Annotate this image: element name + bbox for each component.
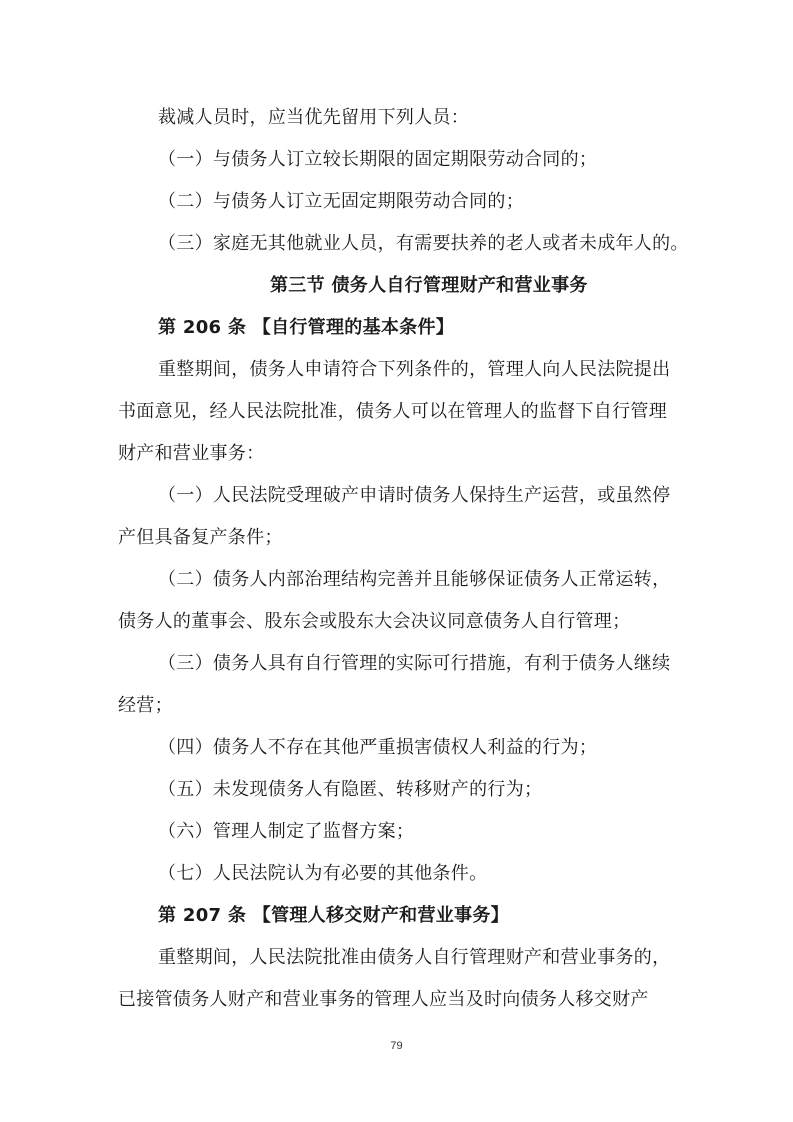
condition-5: （五）未发现债务人有隐匿、转移财产的行为； xyxy=(158,779,543,800)
condition-2-line-1: （二）债务人内部治理结构完善并且能够保证债务人正常运转， xyxy=(158,569,671,590)
article-207-text-line-1: 重整期间，人民法院批准由债务人自行管理财产和营业事务的， xyxy=(158,947,671,968)
list-item-2: （二）与债务人订立无固定期限劳动合同的； xyxy=(158,191,524,212)
condition-7: （七）人民法院认为有必要的其他条件。 xyxy=(158,863,488,884)
list-item-3: （三）家庭无其他就业人员，有需要扶养的老人或者未成年人的。 xyxy=(158,233,689,254)
condition-6: （六）管理人制定了监督方案； xyxy=(158,821,415,842)
page-number: 79 xyxy=(390,1040,403,1052)
condition-4: （四）债务人不存在其他严重损害债权人利益的行为； xyxy=(158,737,598,758)
condition-1-line-1: （一）人民法院受理破产申请时债务人保持生产运营，或虽然停 xyxy=(158,485,671,506)
condition-3-line-1: （三）债务人具有自行管理的实际可行措施，有利于债务人继续 xyxy=(158,653,671,674)
article-206-text-line-2: 书面意见，经人民法院批准，债务人可以在管理人的监督下自行管理 xyxy=(118,401,667,422)
condition-2-line-2: 债务人的董事会、股东会或股东大会决议同意债务人自行管理； xyxy=(118,611,631,632)
article-206-text-line-1: 重整期间，债务人申请符合下列条件的，管理人向人民法院提出 xyxy=(158,359,671,380)
article-206-text-line-3: 财产和营业事务： xyxy=(118,443,265,464)
article-206-heading: 第 206 条 【自行管理的基本条件】 xyxy=(158,317,455,338)
list-item-1: （一）与债务人订立较长期限的固定期限劳动合同的； xyxy=(158,149,598,170)
section-title: 第三节 债务人自行管理财产和营业事务 xyxy=(270,275,588,296)
condition-3-line-2: 经营； xyxy=(118,695,173,716)
article-207-heading: 第 207 条 【管理人移交财产和营业事务】 xyxy=(158,905,509,926)
condition-1-line-2: 产但具备复产条件； xyxy=(118,527,283,548)
article-207-text-line-2: 已接管债务人财产和营业事务的管理人应当及时向债务人移交财产 xyxy=(118,989,649,1010)
paragraph-layoff-retention: 裁减人员时，应当优先留用下列人员： xyxy=(158,107,470,128)
